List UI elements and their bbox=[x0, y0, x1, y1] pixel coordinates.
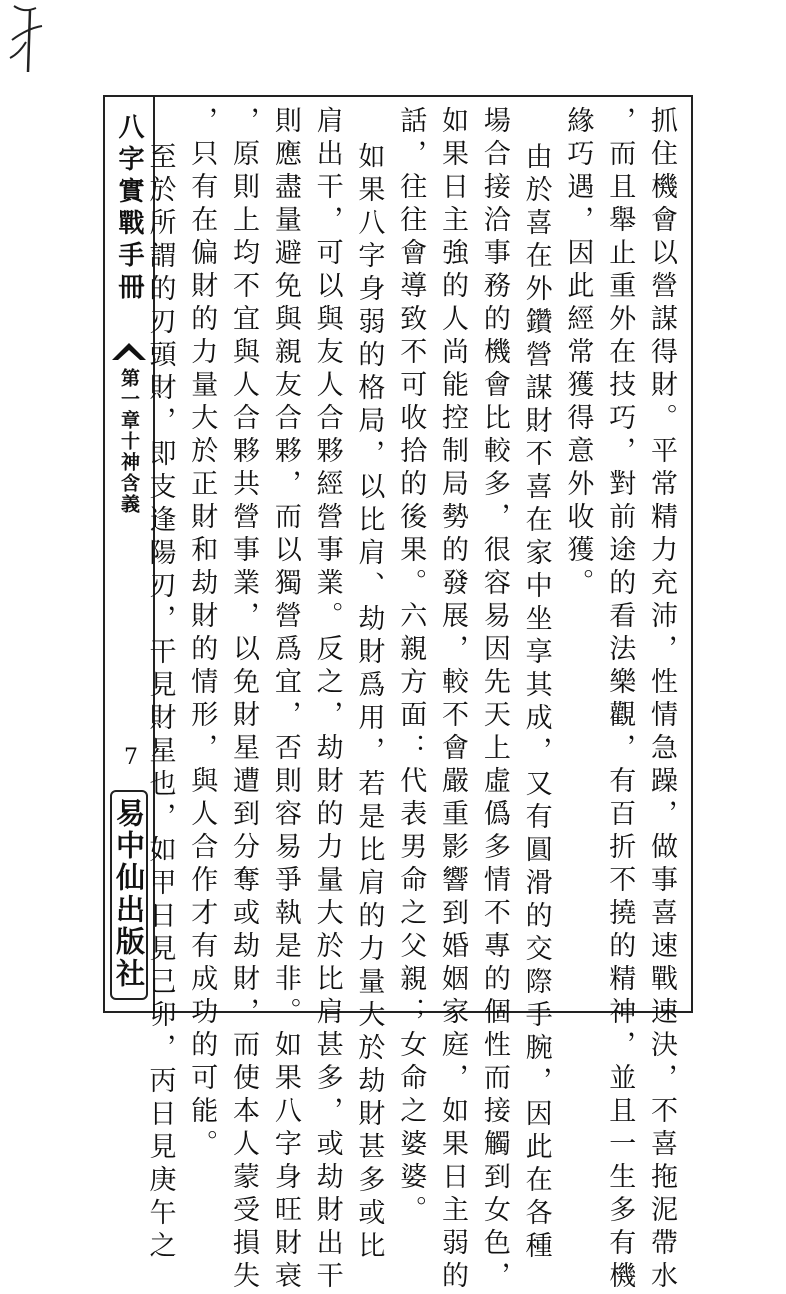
book-title: 八字實戰手冊 bbox=[114, 113, 144, 305]
text-line: ，只有在偏財的力量大於正財和劫財的情形，與人合作才有成功的可能。 bbox=[186, 106, 218, 1162]
text-line: 至於所謂的刃頭財，即支逢陽刃，干見財星也，如甲日見己卯，丙日見庚午之 bbox=[144, 142, 176, 1264]
page-number: 7 bbox=[124, 745, 138, 770]
text-line: 由於喜在外鑽營謀財不喜在家中坐享其成，又有圓滑的交際手腕，因此在各種 bbox=[520, 142, 552, 1264]
text-line: 肩出干，可以與友人合夥經營事業。反之，劫財的力量大於比肩甚多，或劫財出干 bbox=[311, 106, 343, 1294]
text-line: ，而且舉止重外在技巧，對前途的看法樂觀，有百折不撓的精神，並且一生多有機 bbox=[604, 106, 636, 1294]
text-line: 如果八字身弱的格局，以比肩、劫財爲用，若是比肩的力量大於劫財甚多或比 bbox=[353, 142, 385, 1264]
text-line: 話，往往會導致不可收拾的後果。六親方面：代表男命之父親；女命之婆婆。 bbox=[395, 106, 427, 1228]
publisher-name: 易中仙出版社 bbox=[112, 798, 146, 990]
text-line: 場合接洽事務的機會比較多，很容易因先天上虛僞多情不專的個性而接觸到女色， bbox=[478, 106, 510, 1294]
text-line: 緣巧遇，因此經常獲得意外收獲。 bbox=[562, 106, 594, 601]
text-line: 抓住機會以營謀得財。平常精力充沛，性情急躁，做事喜速戰速決，不喜拖泥帶水 bbox=[646, 106, 677, 1294]
text-line: 則應盡量避免與親友合夥，而以獨營爲宜，否則容易爭執是非。如果八字身旺財衰 bbox=[269, 106, 301, 1294]
text-line: 如果日主強的人尚能控制局勢的發展，較不會嚴重影響到婚姻家庭，如果日主弱的 bbox=[437, 106, 469, 1294]
text-line: ，原則上均不宜與人合夥共營事業，以免財星遭到分奪或劫財，而使本人蒙受損失 bbox=[228, 106, 260, 1294]
text-body bbox=[144, 106, 682, 1294]
chapter-title: 第一章十神含義 bbox=[118, 368, 140, 515]
handwritten-mark bbox=[6, 2, 46, 77]
